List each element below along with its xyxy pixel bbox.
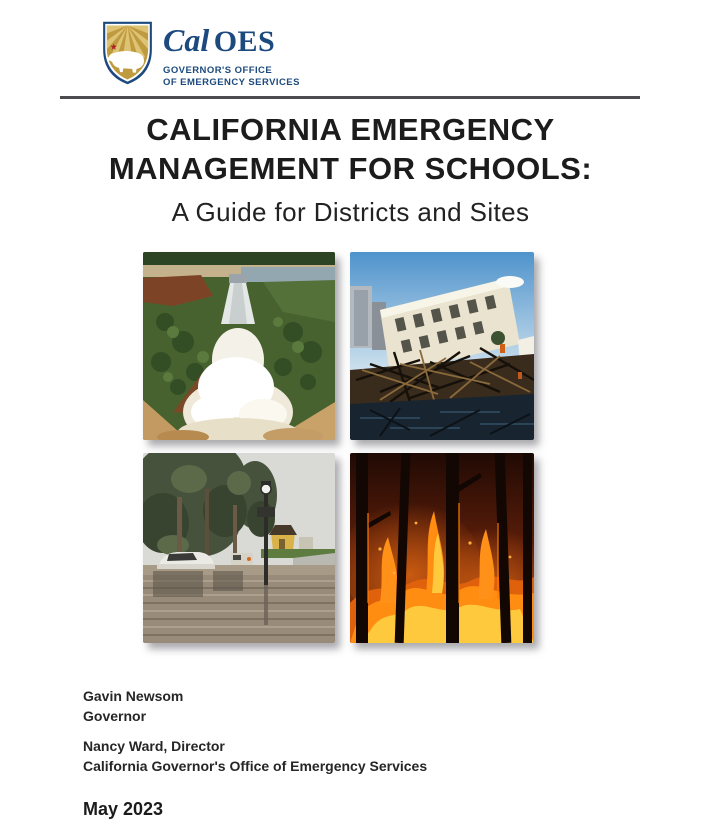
title-block bbox=[0, 110, 701, 229]
governor-credit bbox=[83, 686, 427, 726]
logo-tagline-line1: GOVERNOR'S OFFICE bbox=[163, 65, 273, 76]
director-org: California Governor's Office of Emergency Services bbox=[83, 758, 428, 774]
logo-cal-text: Cal bbox=[163, 22, 210, 58]
header bbox=[0, 0, 701, 100]
disaster-photo-grid bbox=[143, 252, 534, 643]
title-line-1: CALIFORNIA EMERGENCY bbox=[146, 112, 555, 147]
header-divider bbox=[60, 96, 640, 99]
logo-tagline bbox=[163, 65, 300, 89]
forest-wildfire-photo bbox=[350, 453, 534, 643]
earthquake-collapsed-building-photo bbox=[350, 252, 534, 440]
director-credit bbox=[83, 736, 427, 776]
governor-name: Gavin Newsom bbox=[83, 688, 184, 704]
logo-oes-text: OES bbox=[213, 25, 276, 58]
publication-date: May 2023 bbox=[83, 799, 164, 819]
cal-oes-logo bbox=[101, 19, 300, 89]
governor-title: Governor bbox=[83, 708, 147, 724]
logo-tagline-line2: OF EMERGENCY SERVICES bbox=[163, 77, 300, 88]
subtitle: A Guide for Districts and Sites bbox=[171, 197, 530, 227]
director-name: Nancy Ward, Director bbox=[83, 738, 225, 754]
logo-brand bbox=[163, 22, 300, 62]
title-line-2: MANAGEMENT FOR SCHOOLS: bbox=[108, 151, 593, 186]
logo-text bbox=[163, 19, 300, 89]
cal-oes-shield-icon bbox=[101, 19, 154, 87]
dam-spillway-flood-photo bbox=[143, 252, 335, 440]
flooded-street-photo bbox=[143, 453, 335, 643]
credits-block bbox=[83, 686, 427, 820]
